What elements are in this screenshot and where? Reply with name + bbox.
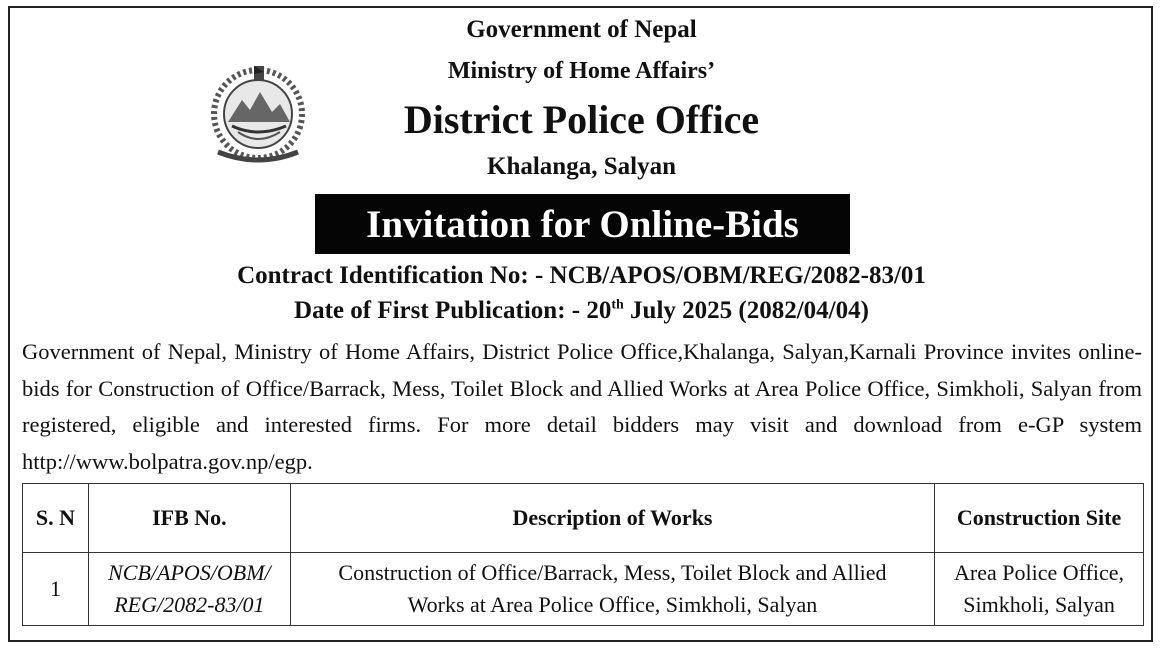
cell-ifb-line2: REG/2082-83/01: [114, 592, 265, 617]
cell-ifb: [88, 553, 290, 626]
office-location: Khalanga, Salyan: [487, 153, 676, 180]
ministry-name: Ministry of Home Affairs’: [447, 58, 716, 84]
cell-site: [935, 553, 1144, 626]
publication-date-rest: July 2025 (2082/04/04): [623, 297, 869, 324]
office-title: District Police Office: [403, 97, 760, 142]
header-site: Construction Site: [935, 484, 1144, 553]
government-name: Government of Nepal: [466, 16, 697, 43]
table-header-row: [23, 484, 1144, 553]
cell-description: [290, 553, 934, 626]
invitation-banner: Invitation for Online-Bids: [315, 194, 850, 254]
contract-id: Contract Identification No: - NCB/APOS/OBM/REG/2082-83/01: [237, 262, 926, 289]
header-sn: S. N: [23, 484, 89, 553]
bids-table: [22, 483, 1144, 626]
publication-date-prefix: Date of First Publication: - 20: [294, 297, 612, 324]
publication-date-suffix: th: [611, 297, 624, 313]
cell-ifb-line1: NCB/APOS/OBM/: [108, 560, 271, 585]
cell-description-line2: Works at Area Police Office, Simkholi, Salyan: [407, 592, 818, 617]
cell-site-line1: Area Police Office,: [954, 560, 1125, 585]
table-row: [23, 553, 1144, 626]
publication-date: [0, 297, 1163, 325]
header-ifb: IFB No.: [88, 484, 290, 553]
invitation-paragraph: Government of Nepal, Ministry of Home Affairs, District Police Office,Khalanga, Salyan,Karnali Province invites online-bids for Construction of Office/Barrack, Mess, Toilet Block and Allied Works at Area Police Office, Simkholi, Salyan from registered, eligible and interested firms. For more detail bidders may visit and download from e-GP system http://www.bolpatra.gov.np/egp.: [22, 339, 1142, 474]
cell-sn: 1: [23, 553, 89, 626]
header-description: Description of Works: [290, 484, 934, 553]
cell-site-line2: Simkholi, Salyan: [963, 592, 1115, 617]
cell-description-line1: Construction of Office/Barrack, Mess, Toilet Block and Allied: [338, 560, 887, 585]
